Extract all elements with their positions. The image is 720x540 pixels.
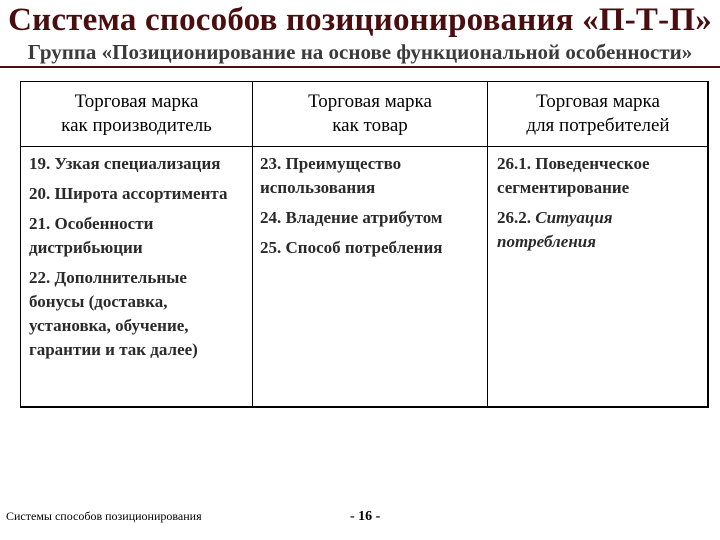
header-producer [21, 90, 252, 138]
list-item: 26.1. Поведенческое сегментирование [497, 154, 650, 197]
list-item: 21. Особенности дистрибьюции [29, 214, 154, 257]
list-item: 20. Широта ассортимента [29, 184, 228, 203]
header-divider [21, 146, 707, 147]
producer-cell [29, 152, 234, 368]
list-item: 24. Владение атрибутом [260, 208, 443, 227]
header-line: Торговая марка [74, 91, 199, 112]
list-item: 23. Преимущество использования [260, 154, 402, 197]
header-product [253, 90, 487, 138]
header-line: для потребителей [526, 115, 670, 136]
header-line: как производитель [61, 115, 212, 136]
list-item: 19. Узкая специализация [29, 154, 221, 173]
consumer-cell [497, 152, 702, 260]
header-line: Торговая марка [308, 91, 432, 112]
slide-subtitle: Группа «Позиционирование на основе функциональной особенности» [27, 40, 693, 64]
list-item: 22. Дополнительные бонусы (доставка, установка, обучение, гарантии и так далее) [29, 268, 198, 359]
header-line: как товар [332, 115, 408, 136]
header-consumer [488, 90, 708, 138]
positioning-table [20, 81, 709, 408]
page-number: - 16 - [350, 509, 381, 524]
slide-title: Система способов позиционирования «П-Т-П» [8, 2, 712, 38]
title-divider [0, 66, 720, 68]
list-item: 25. Способ потребления [260, 238, 443, 257]
product-cell [260, 152, 482, 266]
footer-caption: Системы способов позиционирования [6, 509, 202, 523]
header-line: Торговая марка [536, 91, 660, 112]
list-item: 26.2. Ситуация потребления [497, 208, 613, 251]
